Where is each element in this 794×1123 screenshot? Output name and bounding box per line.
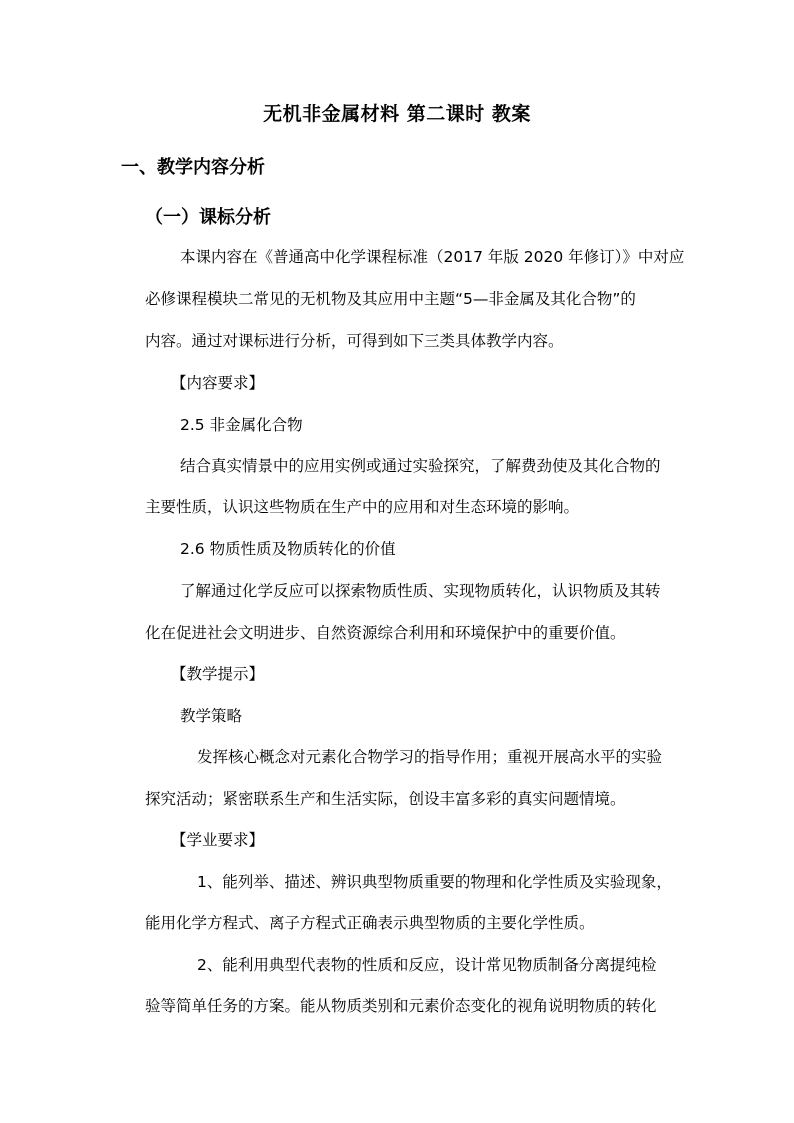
body-line: 2.6 物质性质及物质转化的价值 <box>180 540 396 558</box>
subsection-heading-curriculum: （一）课标分析 <box>145 207 271 228</box>
document-title: 无机非金属材料 第二课时 教案 <box>263 103 531 125</box>
label-academic-requirements: 【学业要求】 <box>171 831 265 849</box>
section-heading-teaching-content: 一、教学内容分析 <box>121 157 265 178</box>
body-line: 2.5 非金属化合物 <box>180 416 303 434</box>
label-content-requirements: 【内容要求】 <box>171 374 265 392</box>
body-line: 能用化学方程式、离子方程式正确表示典型物质的主要化学性质。 <box>145 914 595 932</box>
body-line: 验等简单任务的方案。能从物质类别和元素价态变化的视角说明物质的转化 <box>145 997 657 1015</box>
body-line: 2、能利用典型代表物的性质和反应，设计常见物质制备分离提纯检 <box>197 956 657 974</box>
body-line: 必修课程模块二常见的无机物及其应用中主题“5—非金属及其化合物”的 <box>145 290 636 308</box>
body-line: 探究活动；紧密联系生产和生活实际，创设丰富多彩的真实问题情境。 <box>145 790 626 808</box>
label-teaching-tips: 【教学提示】 <box>171 665 265 683</box>
body-line: 教学策略 <box>180 707 243 725</box>
body-line: 主要性质，认识这些物质在生产中的应用和对生态环境的影响。 <box>145 498 580 516</box>
body-line: 了解通过化学反应可以探索物质性质、实现物质转化，认识物质及其转 <box>180 582 661 600</box>
body-line: 化在促进社会文明进步、自然资源综合利用和环境保护中的重要价值。 <box>145 624 626 642</box>
body-line: 结合真实情景中的应用实例或通过实验探究，了解费劲使及其化合物的 <box>180 457 661 475</box>
body-line: 发挥核心概念对元素化合物学习的指导作用；重视开展高水平的实验 <box>197 748 663 766</box>
body-line: 1、能列举、描述、辨识典型物质重要的物理和化学性质及实验现象， <box>197 873 672 891</box>
body-line: 内容。通过对课标进行分析，可得到如下三类具体教学内容。 <box>145 332 564 350</box>
body-line: 本课内容在《普通高中化学课程标准（2017 年版 2020 年修订）》中对应 <box>180 248 685 266</box>
